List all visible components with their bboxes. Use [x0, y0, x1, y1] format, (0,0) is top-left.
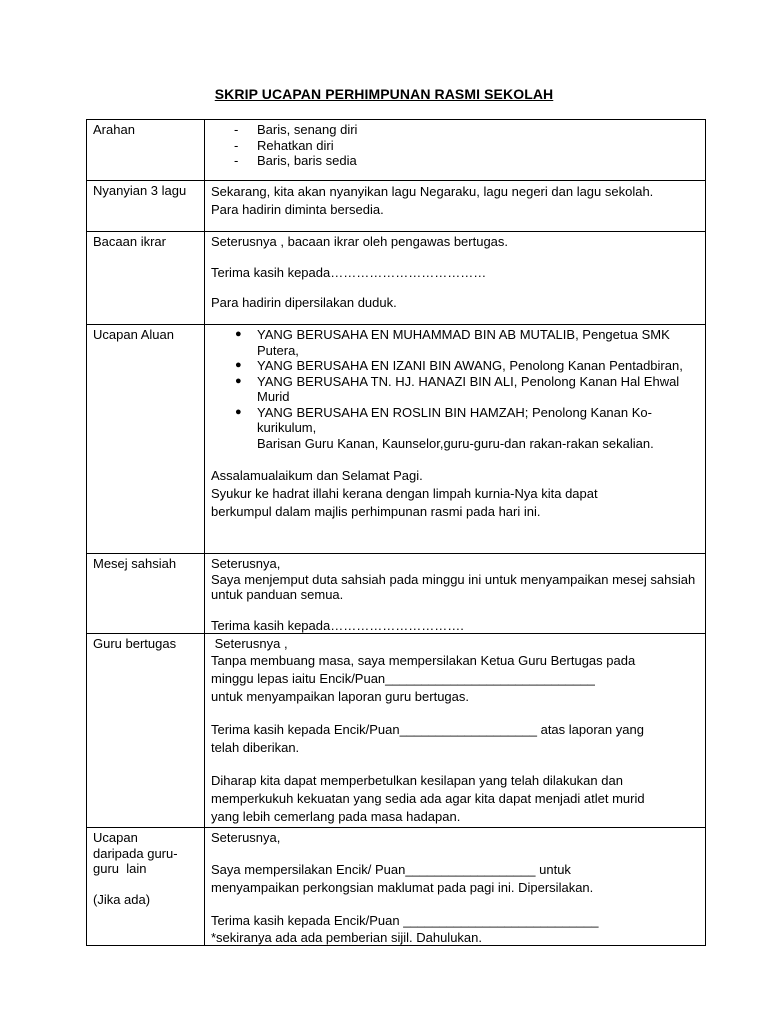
next-text: Seterusnya ,	[211, 636, 288, 651]
row-content-bacaan	[205, 232, 706, 325]
invite-line-1: Tanpa membuang masa, saya mempersilakan Ketua Guru Bertugas pada	[211, 652, 636, 668]
advice-line-3: yang lebih cemerlang pada masa hadapan.	[211, 808, 461, 824]
invite-line-2: minggu lepas iaitu Encik/Puan_____________________________	[211, 670, 595, 686]
page-title: SKRIP UCAPAN PERHIMPUNAN RASMI SEKOLAH	[214, 86, 554, 102]
thanks-text: Terima kasih kepada………………………….	[211, 617, 464, 633]
invite-line-1: Saya mempersilakan Encik/ Puan__________________ untuk	[211, 861, 571, 877]
thanks-text: Terima kasih kepada………………………………	[211, 264, 487, 280]
table-row-nyanyian	[87, 181, 706, 232]
row-content-ucapan-aluan	[205, 325, 706, 554]
bullet-icon: ●	[235, 359, 242, 371]
list-item: ● YANG BERUSAHA EN IZANI BIN AWANG, Penolong Kanan Pentadbiran,	[235, 358, 683, 373]
dignitary-list	[211, 327, 705, 436]
invite-line-3: untuk menyampaikan laporan guru bertugas.	[211, 688, 469, 704]
list-item: - Baris, senang diri	[234, 122, 358, 137]
advice-line-1: Diharap kita dapat memperbetulkan kesilapan yang telah dilakukan dan	[211, 772, 623, 788]
song-instruction: Sekarang, kita akan nyanyikan lagu Negaraku, lagu negeri dan lagu sekolah.	[211, 184, 654, 199]
optional-note: (Jika ada)	[93, 891, 151, 907]
bullet-icon: ●	[235, 328, 242, 340]
audience-line: Barisan Guru Kanan, Kaunselor,guru-guru-dan rakan-rakan sekalian.	[257, 435, 654, 451]
row-label-guru-bertugas: Guru bertugas	[87, 634, 205, 828]
advice-line-2: memperkukuh kekuatan yang sedia ada agar kita dapat menjadi atlet murid	[211, 790, 645, 806]
greeting-text: Assalamualaikum dan Selamat Pagi.	[211, 468, 423, 483]
row-content-mesej	[205, 554, 706, 634]
instruction-list	[211, 122, 705, 169]
gratitude-line-2: berkumpul dalam majlis perhimpunan rasmi pada hari ini.	[211, 504, 541, 519]
gratitude-line-1: Syukur ke hadrat illahi kerana dengan limpah kurnia-Nya kita dapat	[211, 486, 598, 501]
dash-marker: -	[234, 122, 239, 137]
thanks-line-2: telah diberikan.	[211, 739, 300, 755]
invite-line-2: menyampaikan perkongsian maklumat pada pagi ini. Dipersilakan.	[211, 879, 594, 895]
row-content-guru-bertugas	[205, 634, 706, 828]
row-label-arahan: Arahan	[87, 120, 205, 181]
row-label-nyanyian: Nyanyian 3 lagu	[87, 181, 205, 232]
row-label-mesej: Mesej sahsiah	[87, 554, 205, 634]
sit-text: Para hadirin dipersilakan duduk.	[211, 295, 397, 310]
bullet-icon: ●	[235, 405, 242, 418]
assembly-script-table	[86, 119, 706, 946]
pledge-text: Seterusnya , bacaan ikrar oleh pengawas bertugas.	[211, 234, 509, 249]
next-text: Seterusnya,	[211, 556, 281, 571]
row-content-arahan	[205, 120, 706, 181]
table-row-arahan	[87, 120, 706, 181]
row-label-ucapan-guru: Ucapan daripada guru- guru lain (Jika ada)	[87, 828, 205, 946]
bullet-icon: ●	[235, 374, 242, 387]
list-item: ● YANG BERUSAHA TN. HJ. HANAZI BIN ALI, Penolong Kanan Hal Ehwal Murid	[235, 373, 680, 404]
table-row-ucapan-aluan	[87, 325, 706, 554]
dash-marker: -	[234, 153, 239, 168]
table-row-mesej	[87, 554, 706, 634]
row-label-bacaan: Bacaan ikrar	[87, 232, 205, 325]
table-row-guru-bertugas	[87, 634, 706, 828]
list-item: - Baris, baris sedia	[234, 153, 357, 168]
table-row-bacaan	[87, 232, 706, 325]
invite-text: Saya menjemput duta sahsiah pada minggu ini untuk menyampaikan mesej sahsiah untuk panduan semua.	[211, 571, 696, 602]
next-text: Seterusnya,	[211, 830, 281, 845]
list-item: ● YANG BERUSAHA EN ROSLIN BIN HAMZAH; Penolong Kanan Ko-kurikulum,	[235, 404, 652, 435]
row-label-ucapan-aluan: Ucapan Aluan	[87, 325, 205, 554]
certificate-note: *sekiranya ada ada pemberian sijil. Dahulukan.	[211, 929, 482, 945]
thanks-line: Terima kasih kepada Encik/Puan ___________________________	[211, 912, 599, 928]
list-item: - Rehatkan diri	[234, 137, 334, 153]
row-content-ucapan-guru	[205, 828, 706, 946]
table-row-ucapan-guru	[87, 828, 706, 946]
audience-instruction: Para hadirin diminta bersedia.	[211, 202, 384, 217]
row-content-nyanyian	[205, 181, 706, 232]
dash-marker: -	[234, 137, 239, 153]
thanks-line-1: Terima kasih kepada Encik/Puan___________________ atas laporan yang	[211, 721, 644, 737]
list-item: ● YANG BERUSAHA EN MUHAMMAD BIN AB MUTALIB, Pengetua SMK Putera,	[235, 327, 670, 358]
